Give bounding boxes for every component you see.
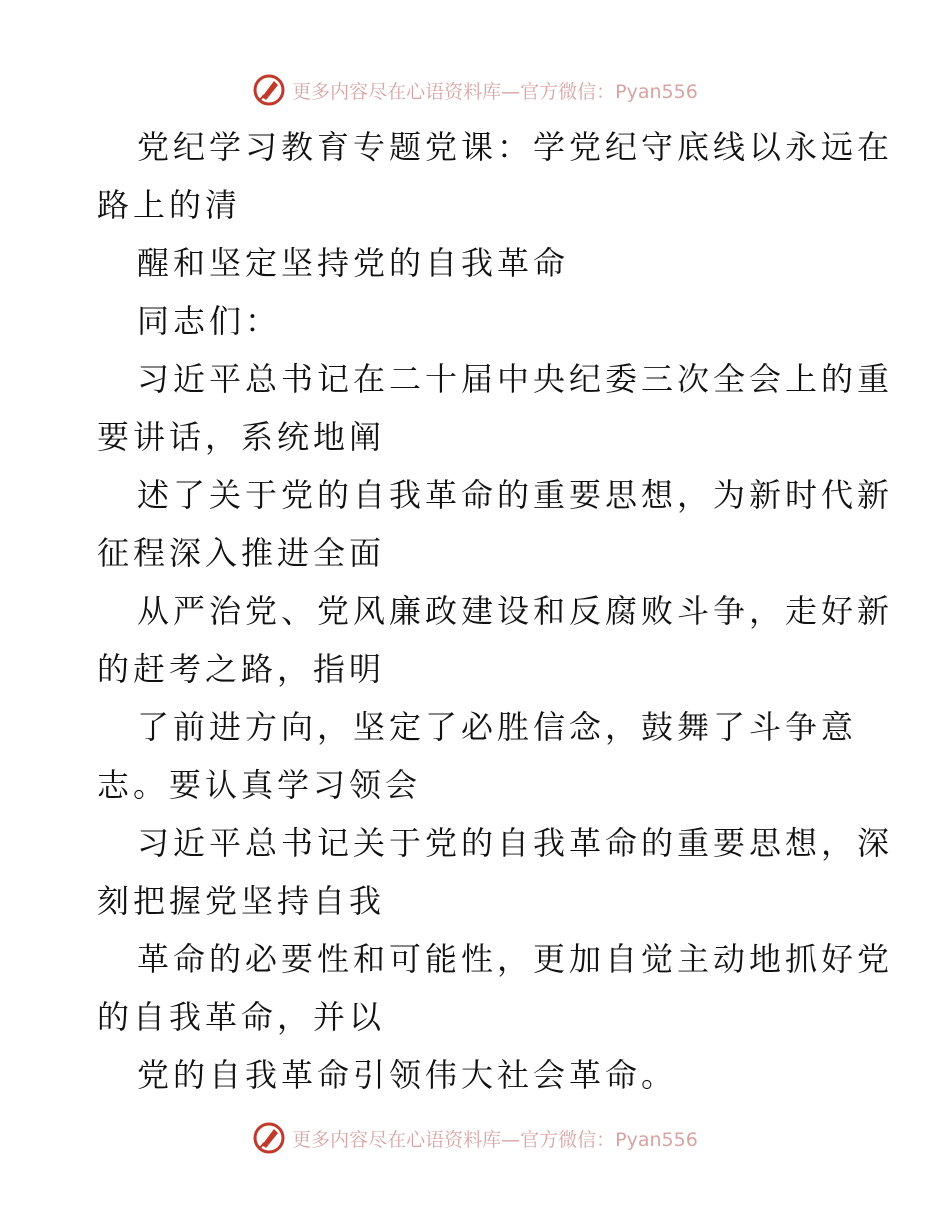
paragraph-body bbox=[97, 698, 857, 814]
paragraph-line: 习近平总书记在二十届中央纪委三次全会上的重 bbox=[137, 360, 894, 398]
paragraph-subtitle bbox=[97, 234, 857, 292]
paragraph-line: 醒和坚定坚持党的自我革命 bbox=[137, 244, 570, 282]
paragraph-body bbox=[97, 582, 894, 698]
watermark-group bbox=[252, 73, 698, 107]
watermark-text: 更多内容尽在心语资料库—官方微信：Pyan556 bbox=[292, 80, 698, 103]
paragraph-body bbox=[97, 930, 894, 1046]
watermark-group bbox=[252, 1121, 698, 1155]
paragraph-line: 同志们： bbox=[137, 302, 282, 340]
paragraph-body bbox=[97, 1046, 857, 1104]
paragraph-line: 征程深入推进全面 bbox=[97, 534, 386, 572]
document-body bbox=[97, 118, 894, 1104]
paragraph-line: 党的自我革命引领伟大社会革命。 bbox=[137, 1056, 678, 1094]
quill-logo-icon bbox=[252, 73, 286, 107]
paragraph-line: 刻把握党坚持自我 bbox=[97, 882, 386, 920]
paragraph-body bbox=[97, 350, 894, 466]
paragraph-salutation bbox=[97, 292, 857, 350]
quill-logo-icon bbox=[252, 1121, 286, 1155]
paragraph-line: 从严治党、党风廉政建设和反腐败斗争，走好新 bbox=[137, 592, 894, 630]
paragraph-line: 要讲话，系统地阐 bbox=[97, 418, 386, 456]
footer-watermark bbox=[0, 1118, 950, 1158]
paragraph-line: 路上的清 bbox=[97, 186, 242, 224]
paragraph-line: 党纪学习教育专题党课：学党纪守底线以永远在 bbox=[137, 128, 894, 166]
paragraph-line: 习近平总书记关于党的自我革命的重要思想，深 bbox=[137, 824, 894, 862]
paragraph-line: 志。要认真学习领会 bbox=[97, 766, 422, 804]
paragraph-line: 的赶考之路，指明 bbox=[97, 650, 386, 688]
paragraph-line: 的自我革命，并以 bbox=[97, 998, 386, 1036]
paragraph-body bbox=[97, 814, 894, 930]
paragraph-line: 革命的必要性和可能性，更加自觉主动地抓好党 bbox=[137, 940, 894, 978]
paragraph-body bbox=[97, 466, 894, 582]
watermark-text: 更多内容尽在心语资料库—官方微信：Pyan556 bbox=[292, 1128, 698, 1151]
paragraph-line: 了前进方向，坚定了必胜信念，鼓舞了斗争意 bbox=[137, 708, 858, 746]
header-watermark bbox=[0, 70, 950, 110]
paragraph-title bbox=[97, 118, 894, 234]
paragraph-line: 述了关于党的自我革命的重要思想，为新时代新 bbox=[137, 476, 894, 514]
